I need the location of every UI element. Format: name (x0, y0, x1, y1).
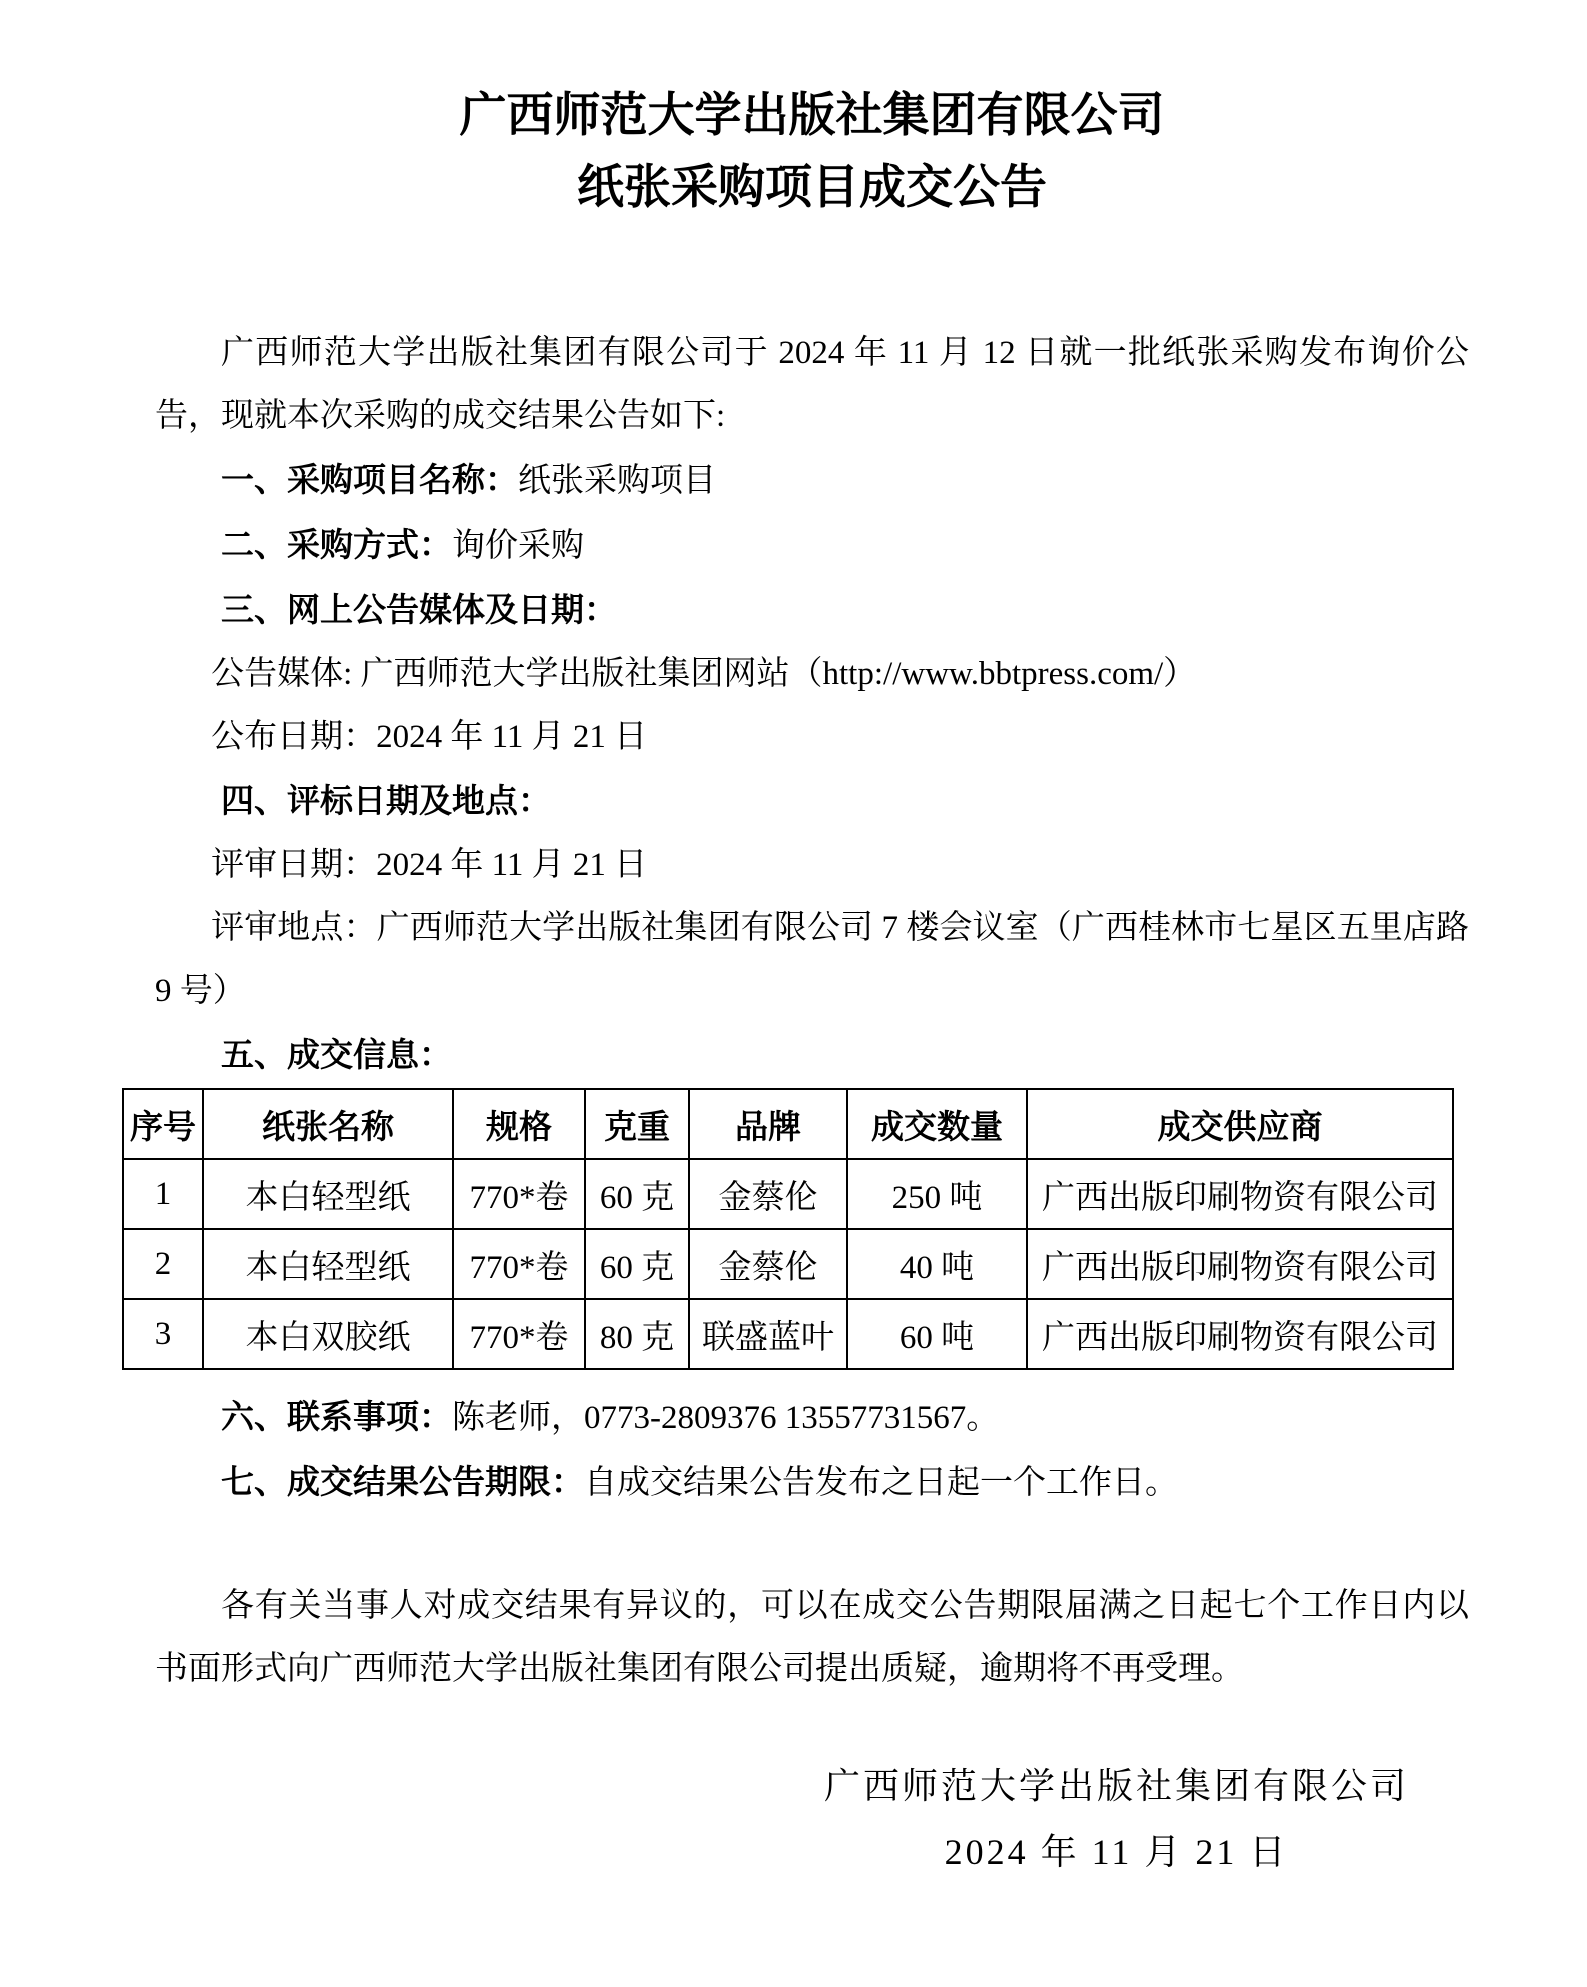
title-line-2: 纸张采购项目成交公告 (577, 162, 1047, 214)
signature-block (824, 1753, 1409, 1885)
table-cell: 60 克 (585, 1159, 689, 1229)
review-date-label: 评审日期： (211, 847, 377, 883)
header-brand: 品牌 (689, 1089, 847, 1159)
publish-date-label: 公布日期： (211, 719, 377, 755)
signature-date: 2024 年 11 月 21 日 (944, 1832, 1289, 1872)
header-serial-number: 序号 (123, 1089, 203, 1159)
section-procurement-method (155, 513, 1469, 578)
table-cell: 本白双胶纸 (203, 1299, 453, 1369)
table-cell: 广西出版印刷物资有限公司 (1027, 1159, 1453, 1229)
blank-line (155, 1515, 1469, 1575)
section-announcement-period (155, 1450, 1469, 1515)
review-place-value: 广西师范大学出版社集团有限公司 7 楼会议室（广西桂林市七星区五里店路 9 号） (155, 910, 1470, 1009)
table-cell: 2 (123, 1229, 203, 1299)
section-6-heading: 六、联系事项： (221, 1398, 452, 1435)
table-cell: 770*卷 (453, 1229, 585, 1299)
closing-paragraph: 各有关当事人对成交结果有异议的，可以在成交公告期限届满之日起七个工作日内以书面形式向广西师范大学出版社集团有限公司提出质疑，逾期将不再受理。 (155, 1588, 1469, 1687)
table-cell: 本白轻型纸 (203, 1159, 453, 1229)
section-3-heading: 三、网上公告媒体及日期： (221, 591, 617, 628)
section-deal-info (155, 1023, 1469, 1088)
media-label: 公告媒体: (211, 656, 361, 692)
table-cell: 广西出版印刷物资有限公司 (1027, 1229, 1453, 1299)
media-value: 广西师范大学出版社集团网站（http://www.bbtpress.com/） (360, 656, 1197, 692)
media-line (155, 643, 1469, 706)
table-cell: 80 克 (585, 1299, 689, 1369)
table-row (123, 1159, 1453, 1229)
section-contact (155, 1385, 1469, 1450)
header-spec: 规格 (453, 1089, 585, 1159)
table-cell: 40 吨 (847, 1229, 1027, 1299)
section-2-value: 询价采购 (452, 528, 584, 564)
header-grammage: 克重 (585, 1089, 689, 1159)
section-announcement-media (155, 578, 1469, 643)
section-6-value: 陈老师，0773-2809376 13557731567。 (452, 1400, 1000, 1436)
table-cell: 金蔡伦 (689, 1159, 847, 1229)
review-date-line (155, 834, 1469, 897)
table-cell: 联盛蓝叶 (689, 1299, 847, 1369)
publish-date-line (155, 706, 1469, 769)
review-date-value: 2024 年 11 月 21 日 (376, 847, 648, 883)
review-place-line (155, 897, 1469, 1023)
table-cell: 60 克 (585, 1229, 689, 1299)
table-cell: 770*卷 (453, 1159, 585, 1229)
table-row (123, 1299, 1453, 1369)
table-cell: 1 (123, 1159, 203, 1229)
review-place-label: 评审地点： (211, 910, 377, 946)
section-1-value: 纸张采购项目 (518, 463, 716, 499)
title-line-1: 广西师范大学出版社集团有限公司 (459, 90, 1165, 142)
section-7-value: 自成交结果公告发布之日起一个工作日。 (584, 1465, 1178, 1501)
header-paper-name: 纸张名称 (203, 1089, 453, 1159)
intro-paragraph: 广西师范大学出版社集团有限公司于 2024 年 11 月 12 日就一批纸张采购发布询价公告，现就本次采购的成交结果公告如下: (155, 335, 1469, 434)
section-4-heading: 四、评标日期及地点： (221, 782, 551, 819)
table-cell: 广西出版印刷物资有限公司 (1027, 1299, 1453, 1369)
table-cell: 金蔡伦 (689, 1229, 847, 1299)
table-row (123, 1229, 1453, 1299)
deal-info-table (122, 1088, 1454, 1370)
section-1-heading: 一、采购项目名称： (221, 461, 518, 498)
header-deal-quantity: 成交数量 (847, 1089, 1027, 1159)
table-cell: 3 (123, 1299, 203, 1369)
table-cell: 本白轻型纸 (203, 1229, 453, 1299)
section-project-name (155, 448, 1469, 513)
header-deal-supplier: 成交供应商 (1027, 1089, 1453, 1159)
table-cell: 250 吨 (847, 1159, 1027, 1229)
section-review-date-place (155, 769, 1469, 834)
table-header-row (123, 1089, 1453, 1159)
table-cell: 60 吨 (847, 1299, 1027, 1369)
section-7-heading: 七、成交结果公告期限： (221, 1463, 584, 1500)
publish-date-value: 2024 年 11 月 21 日 (376, 719, 648, 755)
document-title (155, 80, 1469, 224)
section-2-heading: 二、采购方式： (221, 526, 452, 563)
signature-company: 广西师范大学出版社集团有限公司 (823, 1766, 1409, 1806)
section-5-heading: 五、成交信息： (221, 1036, 452, 1073)
table-cell: 770*卷 (453, 1299, 585, 1369)
